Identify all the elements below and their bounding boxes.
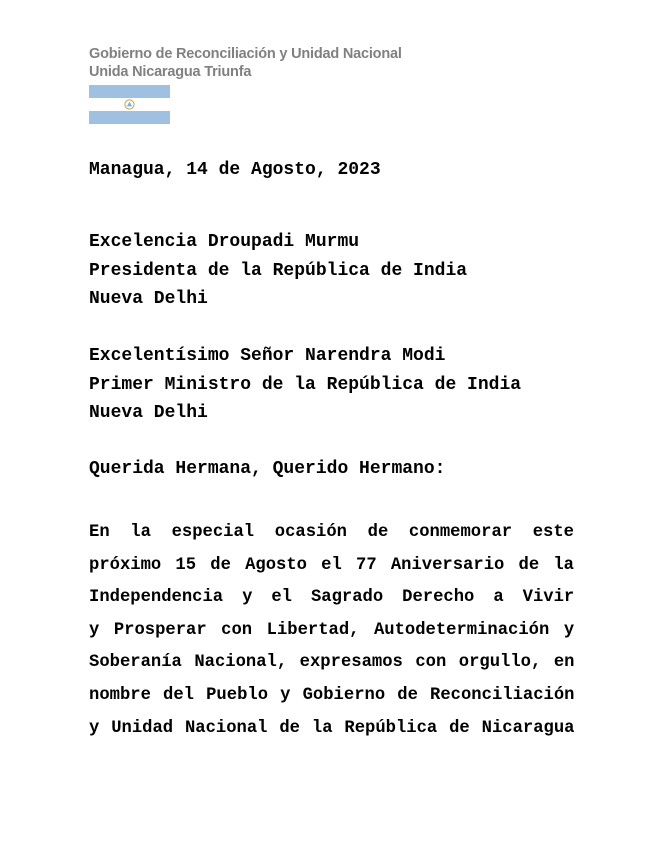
letterhead-government-name: Gobierno de Reconciliación y Unidad Nacional xyxy=(89,46,402,62)
letter-date: Managua, 14 de Agosto, 2023 xyxy=(89,160,381,180)
recipient1-city: Nueva Delhi xyxy=(89,289,208,309)
recipient2-title: Primer Ministro de la República de India xyxy=(89,375,522,395)
body-line: En la especial ocasión de conmemorar este xyxy=(89,523,574,542)
body-line: y Prosperar con Libertad, Autodeterminación y xyxy=(89,620,575,640)
recipient2-city: Nueva Delhi xyxy=(89,403,208,423)
nicaragua-flag-icon xyxy=(89,85,170,124)
letterhead-slogan: Unida Nicaragua Triunfa xyxy=(89,64,252,80)
recipient2-name: Excelentísimo Señor Narendra Modi xyxy=(89,346,446,366)
recipient1-title: Presidenta de la República de India xyxy=(89,261,468,281)
body-line: Soberanía Nacional, expresamos con orgullo, en xyxy=(89,653,575,673)
body-line: nombre del Pueblo y Gobierno de Reconciliación xyxy=(89,685,575,705)
body-line: y Unidad Nacional de la República de Nicaragua xyxy=(89,718,575,738)
body-line: próximo 15 de Agosto el 77 Aniversario de la xyxy=(89,555,574,575)
recipient1-name: Excelencia Droupadi Murmu xyxy=(89,232,360,252)
letter-salutation: Querida Hermana, Querido Hermano: xyxy=(89,459,446,479)
body-line: Independencia y el Sagrado Derecho a Vivir xyxy=(89,588,575,608)
letter-body-paragraph xyxy=(89,522,574,750)
